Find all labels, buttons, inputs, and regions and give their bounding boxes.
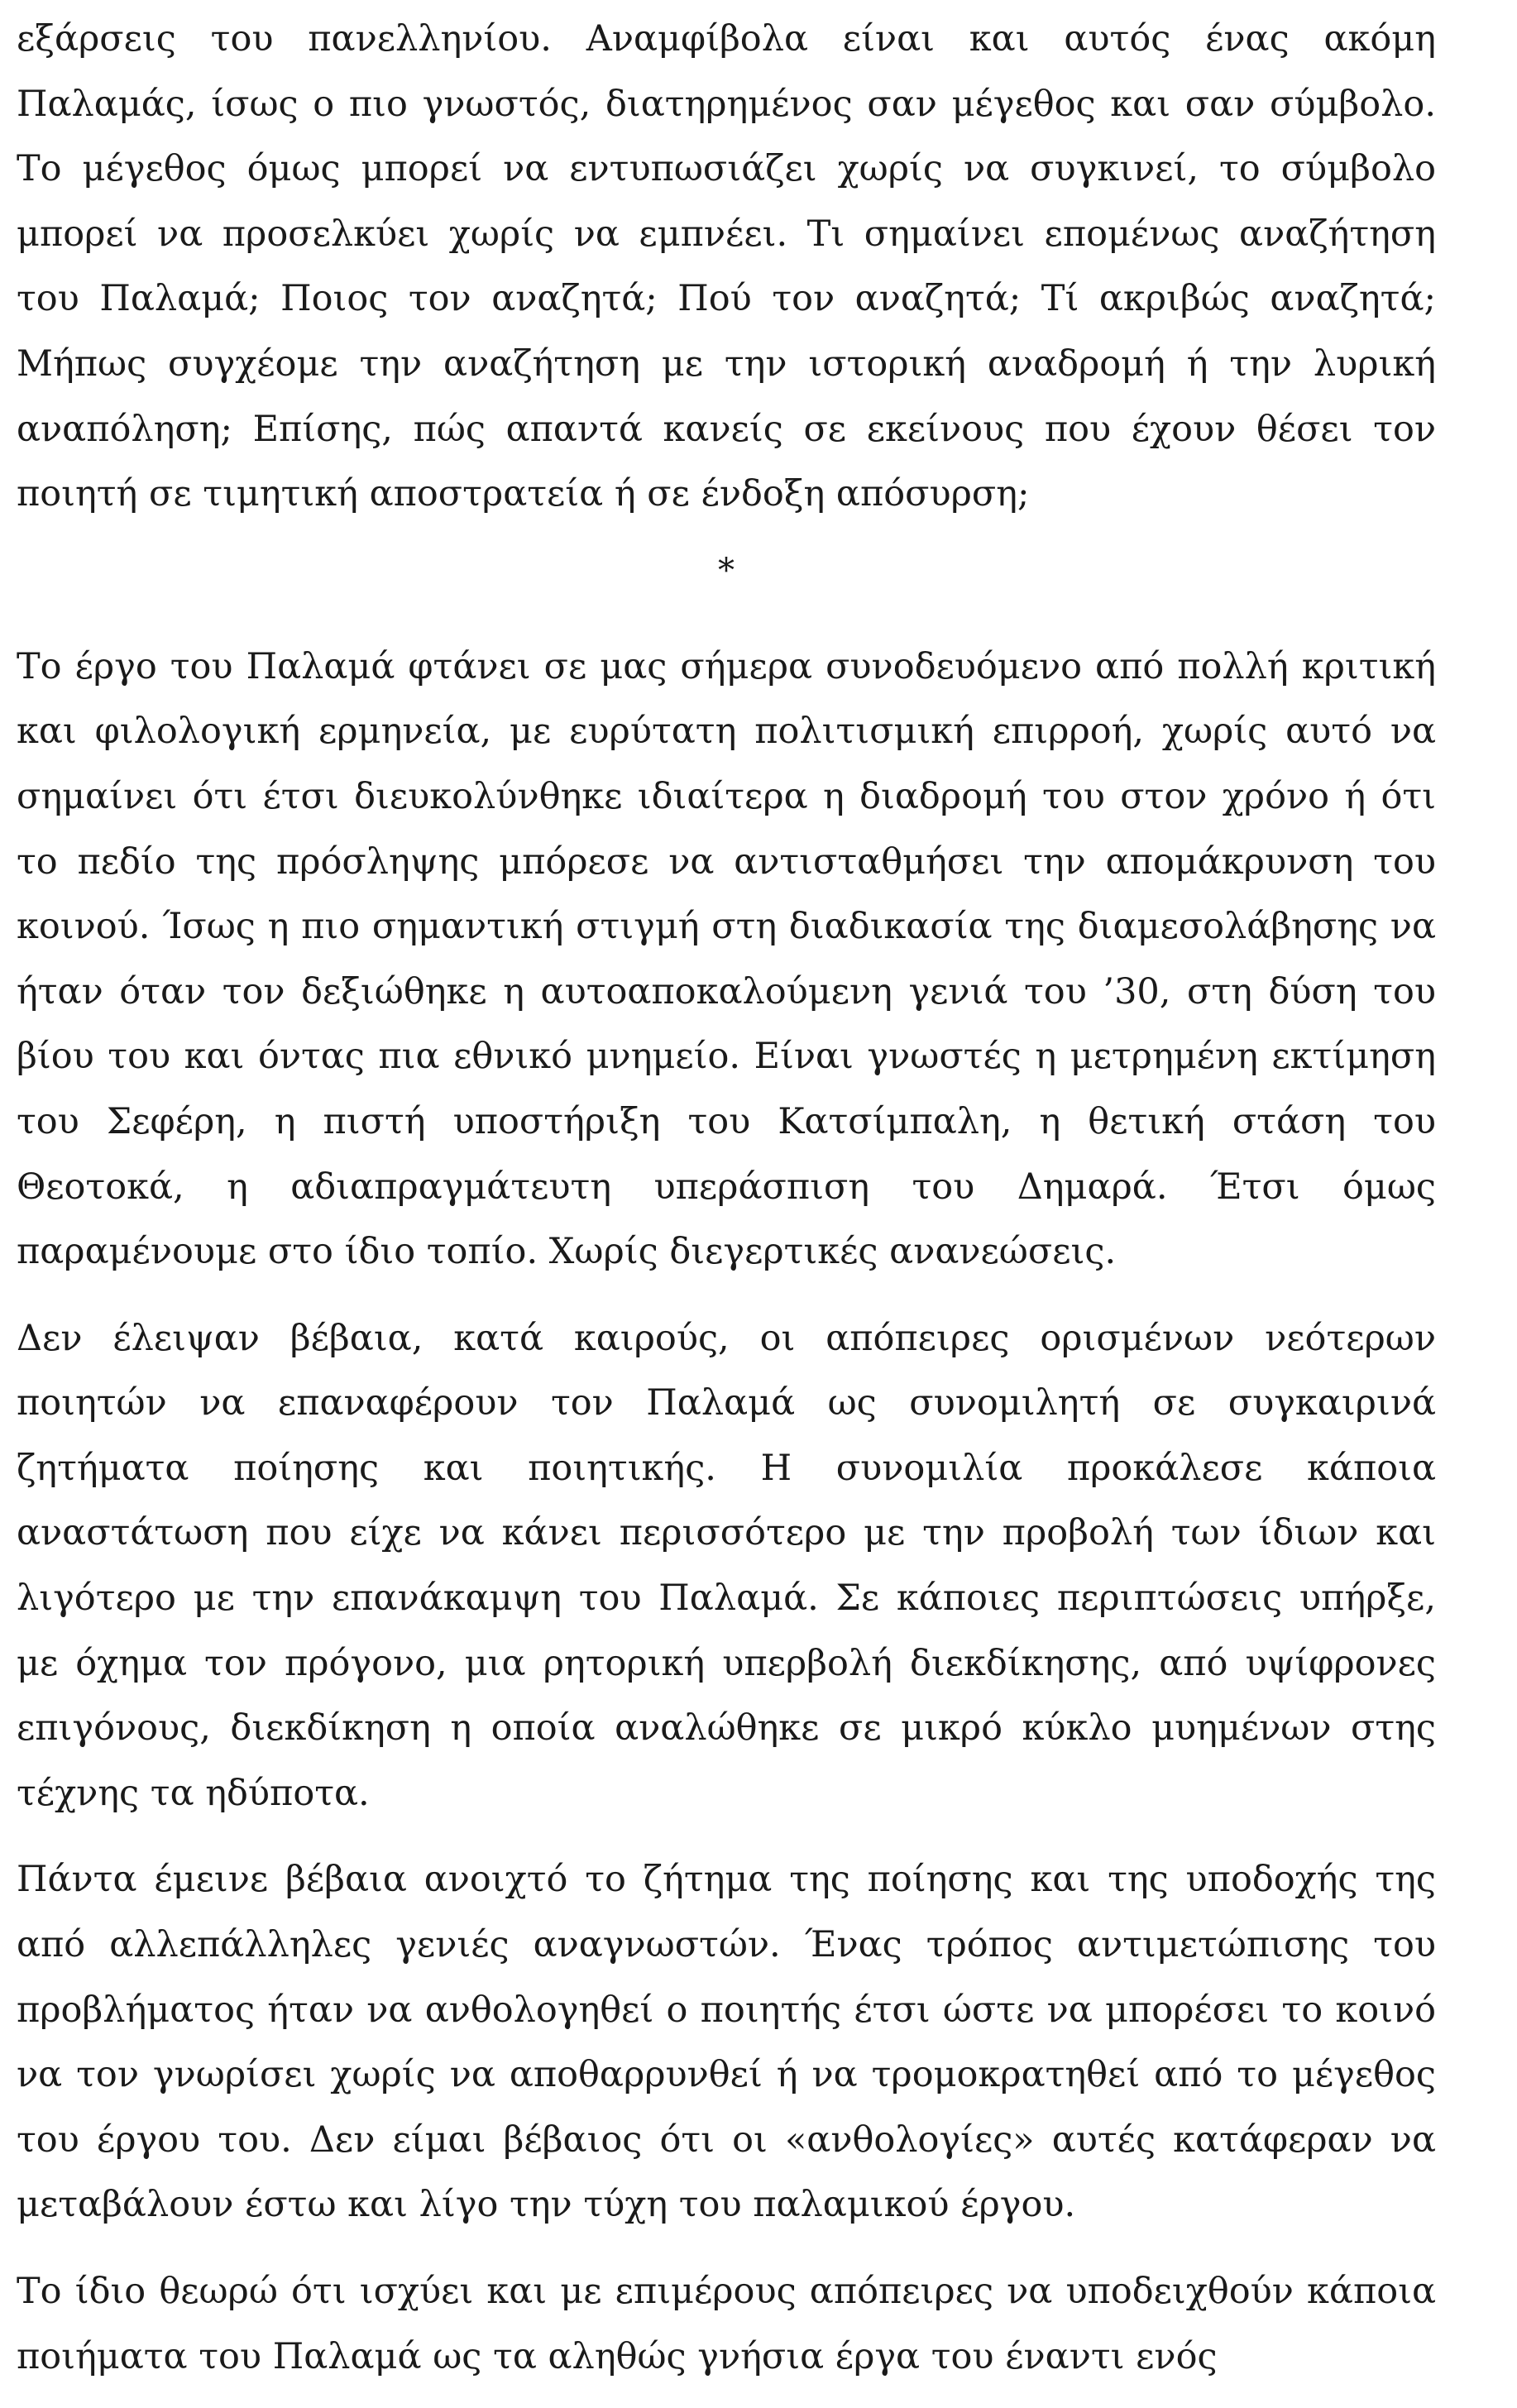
paragraph-1: εξάρσεις του πανελληνίου. Αναμφίβολα είναι και αυτός ένας ακόμη Παλαμάς, ίσως ο πιο γνωστός, διατηρημένος σαν μέγεθος και σαν σύμβολο. Το μέγεθος όμως μπορεί να εντυπωσιάζει χωρίς να συγκινεί, το σύμβολο μπορεί να προσελκύει χωρίς να εμπνέει. Τι σημαίνει επομένως αναζήτηση του Παλαμά; Ποιος τον αναζητά; Πού τον αναζητά; Τί ακριβώς αναζητά; Μήπως συγχέομε την αναζήτηση με την ιστορική αναδρομή ή την λυρική αναπόληση; Επίσης, πώς απαντά κανείς σε εκείνους που έχουν θέσει τον ποιητή σε τιμητική αποστρατεία ή σε ένδοξη απόσυρση; bbox=[17, 18, 1436, 515]
paragraph-4: Πάντα έμεινε βέβαια ανοιχτό το ζήτημα της ποίησης και της υποδοχής της από αλλεπάλληλες γενιές αναγνωστών. Ένας τρόπος αντιμετώπισης του προβλήματος ήταν να ανθολογηθεί ο ποιητής έτσι ώστε να μπορέσει το κοινό να τον γνωρίσει χωρίς να αποθαρρυνθεί ή να τρομοκρατηθεί από το μέγεθος του έργου του. Δεν είμαι βέβαιος ότι οι «ανθολογίες» αυτές κατάφεραν να μεταβάλουν έστω και λίγο την τύχη του παλαμικού έργου. bbox=[17, 1859, 1436, 2226]
paragraph-2: Το έργο του Παλαμά φτάνει σε μας σήμερα συνοδευόμενο από πολλή κριτική και φιλολογική ερμηνεία, με ευρύτατη πολιτισμική επιρροή, χωρίς αυτό να σημαίνει ότι έτσι διευκολύνθηκε ιδιαίτερα η διαδρομή του στον χρόνο ή ότι το πεδίο της πρόσληψης μπόρεσε να αντισταθμήσει την απομάκρυνση του κοινού. Ίσως η πιο σημαντική στιγμή στη διαδικασία της διαμεσολάβησης να ήταν όταν τον δεξιώθηκε η αυτοαποκαλούμενη γενιά του ’30, στη δύση του βίου του και όντας πια εθνικό μνημείο. Είναι γνωστές η μετρημένη εκτίμηση του Σεφέρη, η πιστή υποστήριξη του Κατσίμπαλη, η θετική στάση του Θεοτοκά, η αδιαπραγμάτευτη υπεράσπιση του Δημαρά. Έτσι όμως παραμένουμε στο ίδιο τοπίο. Χωρίς διεγερτικές ανανεώσεις. bbox=[17, 645, 1436, 1273]
document-page bbox=[17, 7, 1436, 2389]
paragraph-5: Το ίδιο θεωρώ ότι ισχύει και με επιμέρους απόπειρες να υποδειχθούν κάποια ποιήματα του Παλαμά ως τα αληθώς γνήσια έργα του έναντι ενός bbox=[17, 2271, 1436, 2377]
paragraph-3: Δεν έλειψαν βέβαια, κατά καιρούς, οι απόπειρες ορισμένων νεότερων ποιητών να επαναφέρουν τον Παλαμά ως συνομιλητή σε συγκαιρινά ζητήματα ποίησης και ποιητικής. Η συνομιλία προκάλεσε κάποια αναστάτωση που είχε να κάνει περισσότερο με την προβολή των ίδιων και λιγότερο με την επανάκαμψη του Παλαμά. Σε κάποιες περιπτώσεις υπήρξε, με όχημα τον πρόγονο, μια ρητορική υπερβολή διεκδίκησης, από υψίφρονες επιγόνους, διεκδίκηση η οποία αναλώθηκε σε μικρό κύκλο μυημένων στης τέχνης τα ηδύποτα. bbox=[17, 1317, 1436, 1814]
section-separator: * bbox=[718, 551, 735, 590]
